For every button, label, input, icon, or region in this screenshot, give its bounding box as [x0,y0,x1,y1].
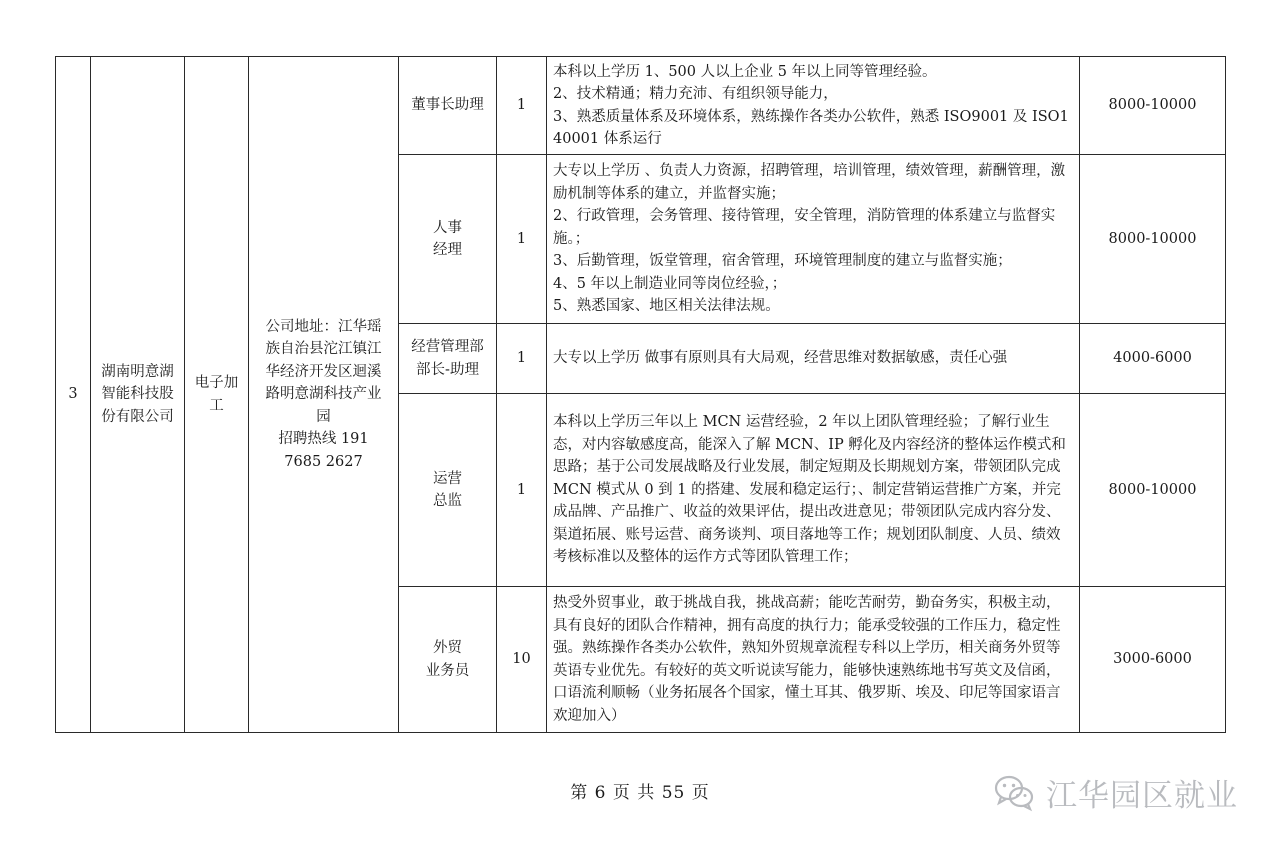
position-salary: 8000-10000 [1080,57,1226,155]
position-salary: 4000-6000 [1080,324,1226,394]
position-title: 经营管理部 部长-助理 [399,324,497,394]
row-index: 3 [56,57,91,733]
address-line: 园 [316,408,331,425]
industry: 电子加工 [185,57,249,733]
table-row [56,57,1226,155]
position-title: 运营 总监 [399,394,497,587]
footer-suffix: 页 [691,783,710,803]
position-title: 外贸 业务员 [399,587,497,733]
footer-mid: 页 共 [612,783,656,803]
position-count: 1 [497,394,547,587]
position-requirements: 大专以上学历 做事有原则具有大局观，经营思维对数据敏感，责任心强 [547,324,1080,394]
position-title: 董事长助理 [399,57,497,155]
position-requirements: 热受外贸事业，敢于挑战自我，挑战高薪；能吃苦耐劳，勤奋务实，积极主动，具有良好的团队合作精神，拥有高度的执行力；能承受较强的工作压力，稳定性强。熟练操作各类办公软件，熟知外贸规章流程专科以上学历，相关商务外贸等英语专业优先。有较好的英文听说读写能力，能够快速熟练地书写英文及信函，口语流利顺畅（业务拓展各个国家，懂土耳其、俄罗斯、埃及、印尼等国家语言欢迎加入） [547,587,1080,733]
position-salary: 8000-10000 [1080,394,1226,587]
position-count: 1 [497,57,547,155]
wechat-icon [992,770,1036,814]
company-name: 湖南明意湖智能科技股份有限公司 [91,57,185,733]
footer-prefix: 第 [570,783,589,803]
position-count: 1 [497,324,547,394]
address-line: 公司地址：江华瑶 [265,318,382,335]
position-salary: 8000-10000 [1080,155,1226,324]
watermark-text: 江华园区就业 [1046,777,1238,814]
page-number: 6 [594,783,607,803]
address-line: 族自治县沱江镇江 [265,341,382,358]
job-table [55,56,1226,733]
position-requirements: 本科以上学历 1、500 人以上企业 5 年以上同等管理经验。 2、技术精通；精力充沛、有组织领导能力， 3、熟悉质量体系及环境体系，熟练操作各类办公软件，熟悉 ISO9001 及 ISO140001 体系运行 [547,57,1080,155]
company-address [249,57,399,733]
position-count: 10 [497,587,547,733]
position-salary: 3000-6000 [1080,587,1226,733]
hotline-line: 招聘热线 191 [278,431,369,448]
position-count: 1 [497,155,547,324]
address-line: 华经济开发区迴溪 [265,363,382,380]
position-title: 人事 经理 [399,155,497,324]
position-requirements: 大专以上学历 、负责人力资源，招聘管理，培训管理，绩效管理，薪酬管理，激励机制等体系的建立，并监督实施； 2、行政管理，会务管理、接待管理，安全管理，消防管理的体系建立与监督实施。； 3、后勤管理，饭堂管理，宿舍管理，环境管理制度的建立与监督实施； 4、5 年以上制造业同等岗位经验，； 5、熟悉国家、地区相关法律法规。 [547,155,1080,324]
page-total: 55 [661,783,686,803]
position-requirements: 本科以上学历三年以上 MCN 运营经验，2 年以上团队管理经验；了解行业生态，对内容敏感度高，能深入了解 MCN、IP 孵化及内容经济的整体运作模式和思路；基于公司发展战略及行业发展，制定短期及长期规划方案，带领团队完成 MCN 模式从 0 到 1 的搭建、发展和稳定运行；、制定营销运营推广方案，并完成品牌、产品推广、收益的效果评估，提出改进意见；带领团队完成内容分发、渠道拓展、账号运营、商务谈判、项目落地等工作；规划团队制度、人员、绩效考核标准以及整体的运作方式等团队管理工作； [547,394,1080,587]
hotline-line: 7685 2627 [284,453,363,470]
watermark [992,770,1238,814]
address-line: 路明意湖科技产业 [265,386,382,403]
